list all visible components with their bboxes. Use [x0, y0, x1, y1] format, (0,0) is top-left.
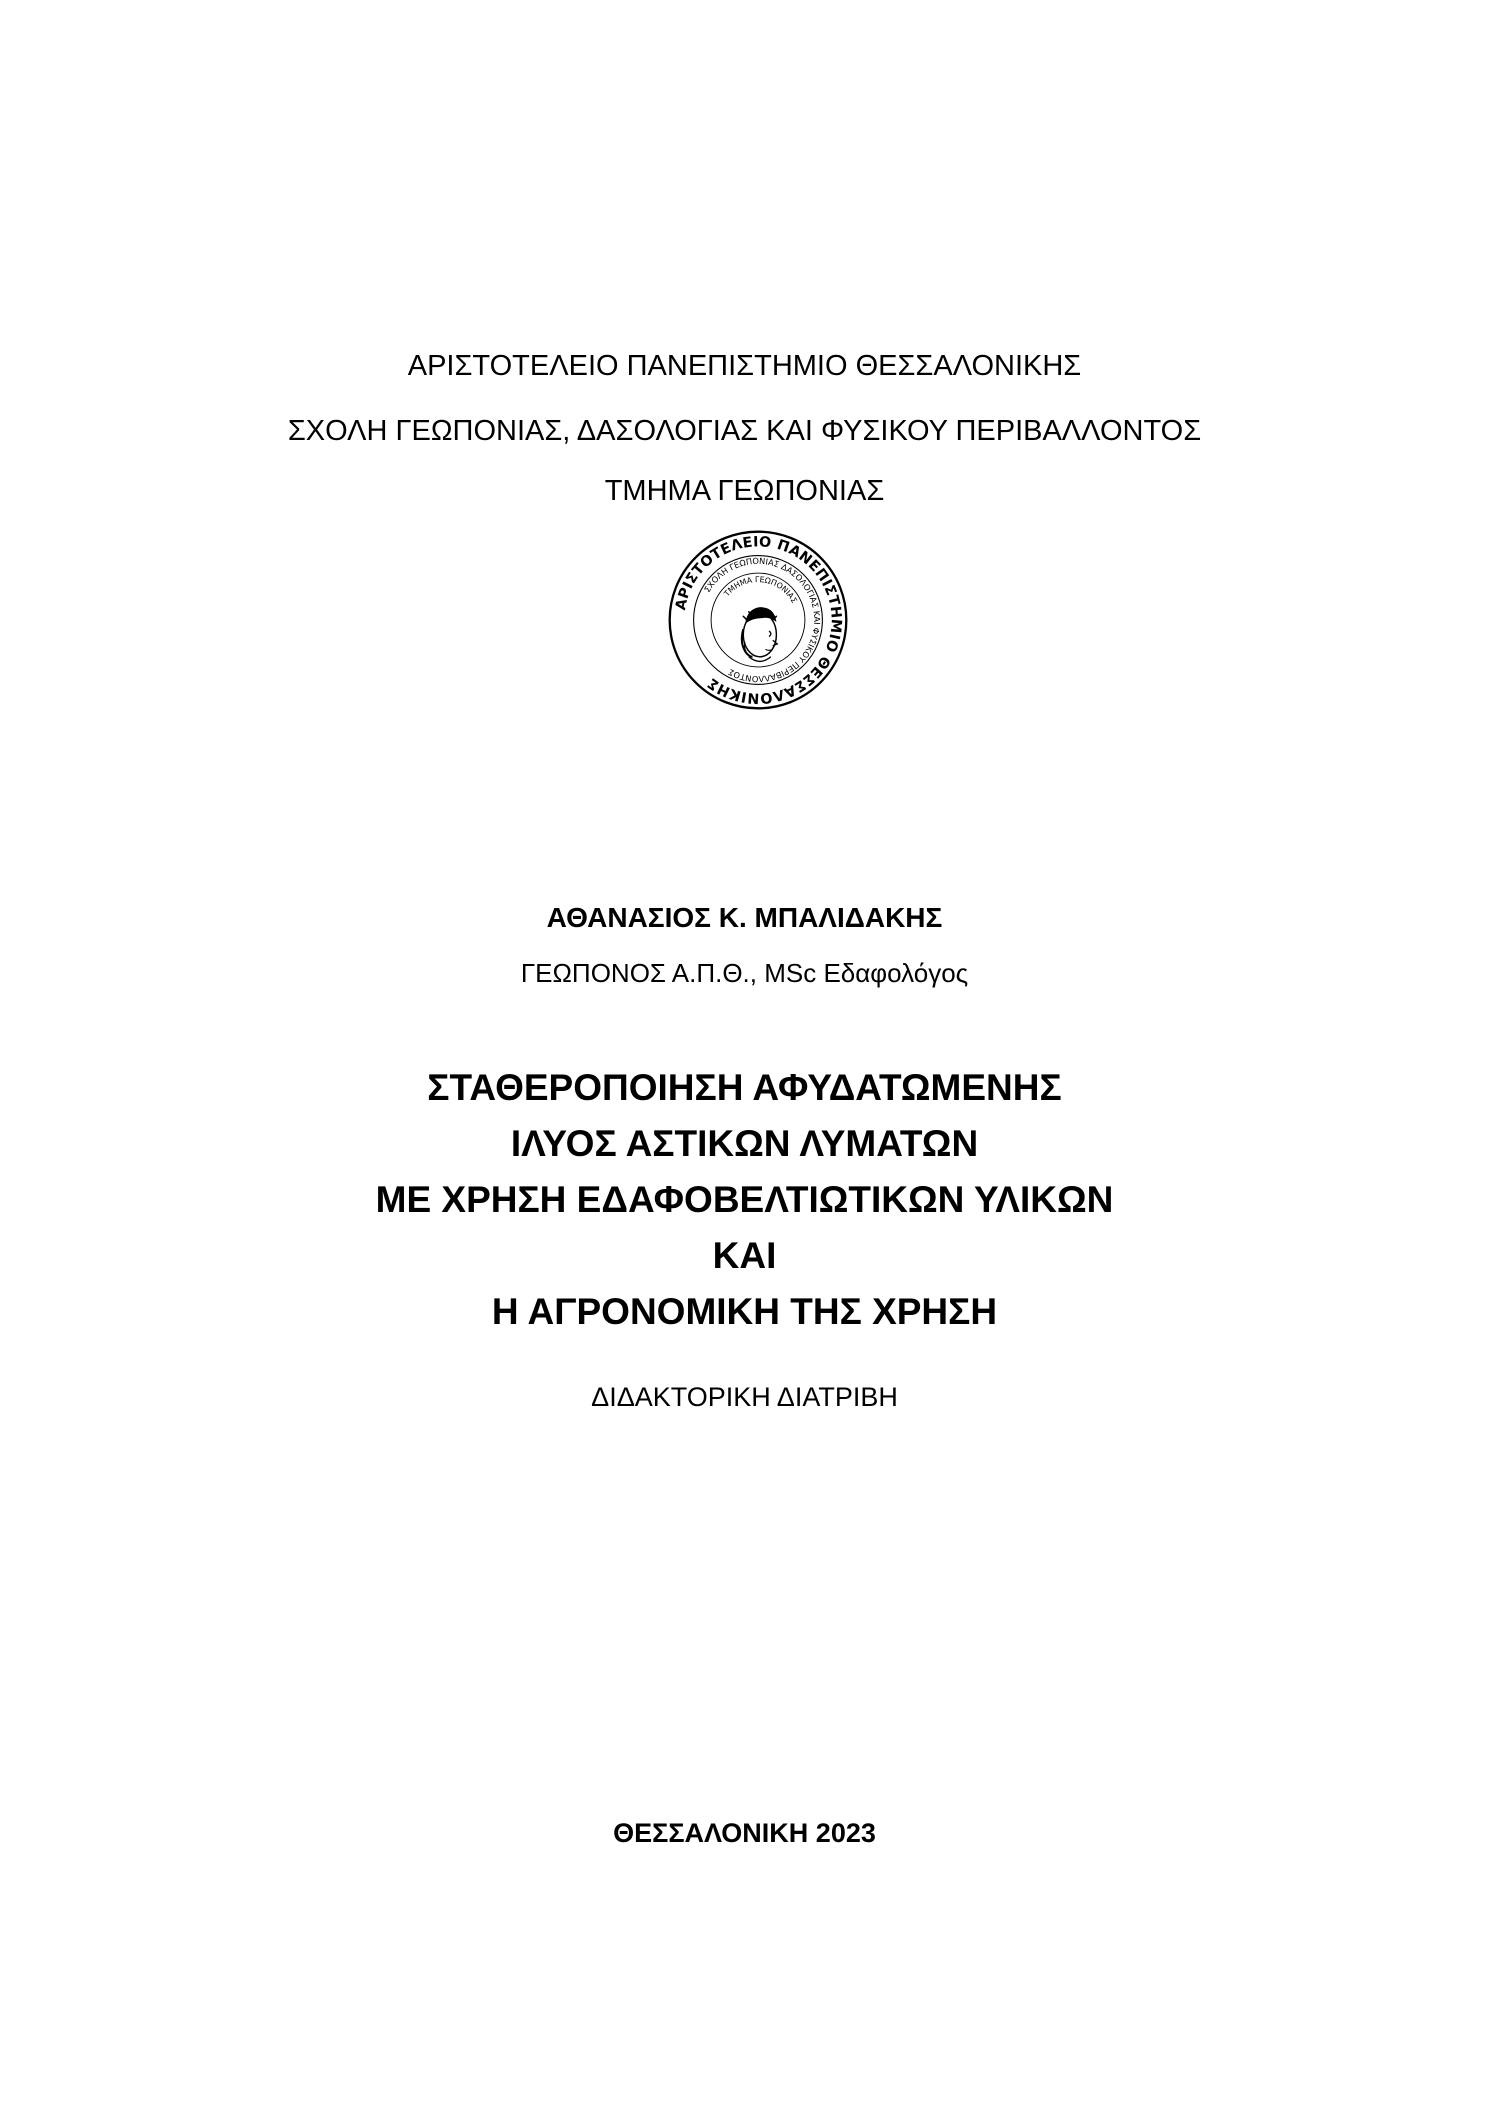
thesis-title-line: ΙΛΥΟΣ ΑΣΤΙΚΩΝ ΛΥΜΑΤΩΝ [510, 1123, 979, 1164]
seal-center-text: ΤΜΗΜΑ ΓΕΩΠΟΝΙΑΣ [722, 575, 799, 605]
place-and-year: ΘΕΣΣΑΛΟΝΙΚΗ 2023 [613, 1818, 876, 1848]
document-type: ΔΙΔΑΚΤΟΡΙΚΗ ΔΙΑΤΡΙΒΗ [591, 1382, 898, 1412]
thesis-title-line: Η ΑΓΡΟΝΟΜΙΚΗ ΤΗΣ ΧΡΗΣΗ [491, 1291, 998, 1332]
school-name: ΣΧΟΛΗ ΓΕΩΠΟΝΙΑΣ, ΔΑΣΟΛΟΓΙΑΣ ΚΑΙ ΦΥΣΙΚΟΥ ΠΕΡΙΒΑΛΛΟΝΤΟΣ [287, 415, 1202, 447]
thesis-title-line: ΚΑΙ [712, 1235, 777, 1276]
university-name: ΑΡΙΣΤΟΤΕΛΕΙΟ ΠΑΝΕΠΙΣΤΗΜΙΟ ΘΕΣΣΑΛΟΝΙΚΗΣ [407, 350, 1082, 382]
university-seal [666, 528, 850, 712]
author-name: ΑΘΑΝΑΣΙΟΣ Κ. ΜΠΑΛΙΔΑΚΗΣ [546, 902, 943, 933]
seal-outer-text: ΑΡΙΣΤΟΤΕΛΕΙΟ ΠΑΝΕΠΙΣΤΗΜΙΟ ΘΕΣΣΑΛΟΝΙΚΗΣ [673, 534, 844, 706]
athena-head-icon [742, 607, 778, 661]
thesis-title [0, 1060, 1489, 1340]
author-credentials: ΓΕΩΠΟΝΟΣ Α.Π.Θ., MSc Εδαφολόγος [520, 958, 969, 988]
thesis-title-line: ΜΕ ΧΡΗΣΗ ΕΔΑΦΟΒΕΛΤΙΩΤΙΚΩΝ ΥΛΙΚΩΝ [375, 1179, 1114, 1220]
department-name: ΤΜΗΜΑ ΓΕΩΠΟΝΙΑΣ [604, 475, 885, 507]
seal-inner-text: ΣΧΟΛΗ ΓΕΩΠΟΝΙΑΣ ΔΑΣΟΛΟΓΙΑΣ ΚΑΙ ΦΥΣΙΚΟΥ ΠΕΡΙΒΑΛΛΟΝΤΟΣ [701, 555, 823, 685]
thesis-title-line: ΣΤΑΘΕΡΟΠΟΙΗΣΗ ΑΦΥΔΑΤΩΜΕΝΗΣ [427, 1067, 1062, 1108]
